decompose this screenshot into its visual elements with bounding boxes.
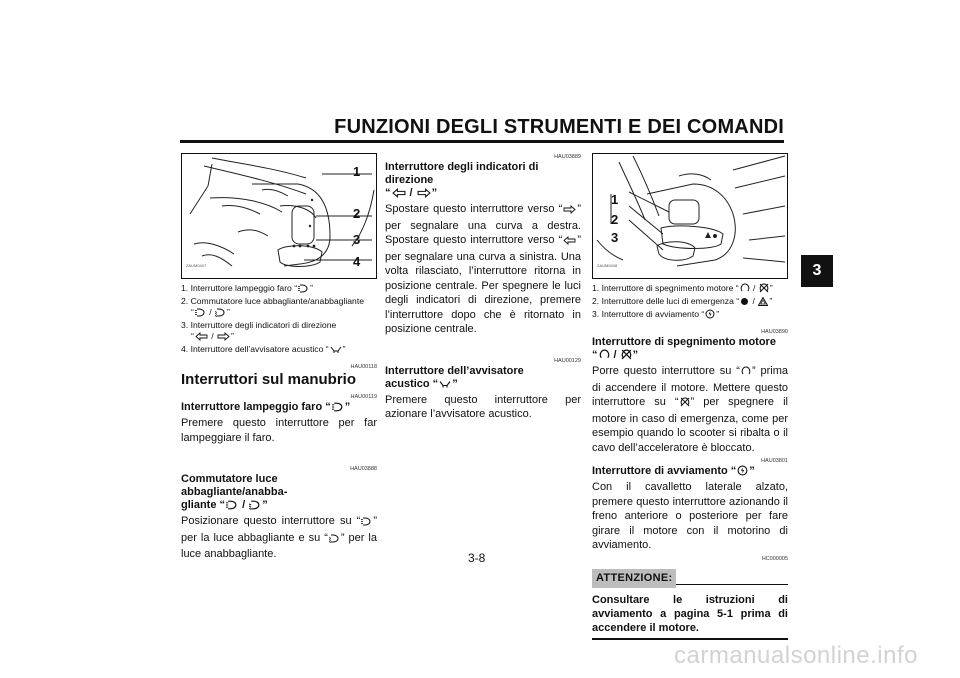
page-number: 3-8 — [468, 551, 486, 565]
callout-1: 1 — [611, 192, 619, 207]
caution-label: ATTENZIONE: — [592, 569, 676, 588]
column-left — [181, 153, 377, 562]
paragraph: Porre questo interruttore su “ ” prima di accendere il motore. Mettere questo interruttore su “ ” per spegnere il motore in caso di emergenza, come per esempio quando lo scooter si ribalta o il cavo dell’acceleratore è bloccato. — [592, 365, 788, 454]
caption-item: 4. Interruttore dell’avvisatore acustico “ ” — [181, 344, 377, 357]
high-beam-icon — [361, 516, 372, 531]
caption-item: 2. Commutatore luce abbagliante/anabbagliante — [181, 296, 364, 306]
subsection-heading: Commutatore luce abbagliante/anabba- gliante “ / ” — [181, 473, 377, 514]
subsection-heading: Interruttore dell’avvisatore acustico “ ” — [385, 365, 581, 393]
chapter-tab: 3 — [801, 255, 833, 287]
high-beam-flash-icon — [332, 402, 344, 416]
figure-left-handlebar — [181, 153, 377, 279]
engine-stop-icon — [621, 349, 632, 364]
column-middle — [385, 153, 581, 422]
low-beam-icon — [329, 533, 340, 548]
caution-box — [592, 569, 788, 587]
starter-icon — [737, 465, 748, 480]
figure-right-caption — [592, 283, 788, 322]
turn-right-icon — [417, 188, 431, 202]
engine-run-icon — [741, 366, 751, 381]
callout-4: 4 — [353, 254, 361, 269]
starter-icon — [705, 309, 715, 322]
figure-left-caption — [181, 283, 377, 357]
horn-icon — [330, 345, 342, 357]
ref-code: HAU00129 — [554, 357, 581, 364]
page-title: FUNZIONI DEGLI STRUMENTI E DEI COMANDI — [334, 116, 784, 138]
ref-code: HAU00119 — [350, 394, 377, 400]
ref-code: HAU00118 — [350, 364, 377, 370]
hazard-warning-icon — [758, 297, 768, 309]
subsection-heading: Interruttore lampeggio faro “ ” — [181, 401, 377, 416]
caption-item-continued: “ / ” — [181, 331, 377, 344]
column-right — [592, 153, 788, 640]
header-rule — [180, 140, 784, 143]
callout-3: 3 — [353, 232, 361, 247]
low-beam-icon — [215, 308, 226, 320]
figure-code: ZAUM0408 — [597, 263, 618, 268]
right-handlebar-illustration — [593, 154, 787, 278]
callout-2: 2 — [353, 206, 361, 221]
callout-2: 2 — [611, 212, 619, 227]
paragraph: Con il cavalletto laterale alzato, premere questo interruttore azionando il freno anteriore o posteriore per fare girare il motore con il motorino di avviamento. — [592, 481, 788, 551]
callout-1: 1 — [353, 164, 361, 179]
caption-item: 3. Interruttore degli indicatori di direzione — [181, 320, 337, 330]
paragraph: Premere questo interruttore per far lampeggiare il faro. — [181, 417, 377, 444]
paragraph: Posizionare questo interruttore su “ ” per la luce abbagliante e su “ ” per la luce anabbagliante. — [181, 515, 377, 560]
paragraph: Spostare questo interruttore verso “ ” per segnalare una curva a destra. Spostare questo interruttore verso “ ” per segnalare una curva a sinistra. Una volta rilasciato, l’interruttore ritorna in posizione centrale. Per spegnere le luci degli indicatori di direzione, premere l’interruttore dopo che è ritornato in posizione centrale. — [385, 203, 581, 335]
turn-left-icon — [195, 332, 208, 344]
turn-right-icon — [563, 204, 576, 219]
engine-run-icon — [599, 349, 610, 364]
horn-icon — [439, 379, 451, 393]
caption-item: 1. Interruttore lampeggio faro “ ” — [181, 283, 377, 296]
paragraph: Premere questo interruttore per azionare l’avvisatore acustico. — [385, 393, 581, 420]
ref-code: HAU03890 — [761, 329, 788, 335]
turn-right-icon — [217, 332, 230, 344]
caution-bottom-rule — [592, 638, 788, 640]
high-beam-icon — [226, 500, 238, 514]
low-beam-icon — [249, 500, 261, 514]
subsection-heading: Interruttore di spegnimento motore “ / ” — [592, 336, 788, 364]
caution-rule — [676, 584, 788, 585]
caution-text: Consultare le istruzioni di avviamento a pagina 5-1 prima di accendere il motore. — [592, 593, 788, 634]
ref-code: HAU03801 — [761, 458, 788, 464]
caption-item-continued: “ / ” — [181, 307, 377, 320]
ref-code: HAU03888 — [350, 466, 377, 472]
figure-right-handlebar — [592, 153, 788, 279]
turn-left-icon — [563, 235, 576, 250]
caption-item: 1. Interruttore di spegnimento motore “ / ” — [592, 283, 788, 296]
hazard-off-icon — [740, 297, 749, 309]
callout-3: 3 — [611, 230, 619, 245]
ref-code: HC000005 — [761, 555, 788, 562]
subsection-heading: Interruttore di avviamento “ ” — [592, 465, 788, 480]
caption-item: 2. Interruttore delle luci di emergenza “ / ” — [592, 296, 788, 309]
section-heading: Interruttori sul manubrio — [181, 371, 357, 388]
caption-item: 3. Interruttore di avviamento “ ” — [592, 309, 788, 322]
turn-left-icon — [392, 188, 406, 202]
engine-stop-icon — [759, 283, 769, 296]
left-handlebar-illustration — [182, 154, 376, 278]
ref-code: HAU03889 — [554, 154, 581, 160]
high-beam-icon — [195, 308, 206, 320]
engine-stop-icon — [680, 397, 690, 412]
watermark: carmanualsonline.info — [674, 642, 918, 669]
engine-run-icon — [740, 283, 750, 296]
subsection-heading: Interruttore degli indicatori di direzione “ / ” — [385, 161, 581, 202]
high-beam-flash-icon — [298, 284, 309, 296]
figure-code: ZAUM0407 — [186, 263, 207, 268]
